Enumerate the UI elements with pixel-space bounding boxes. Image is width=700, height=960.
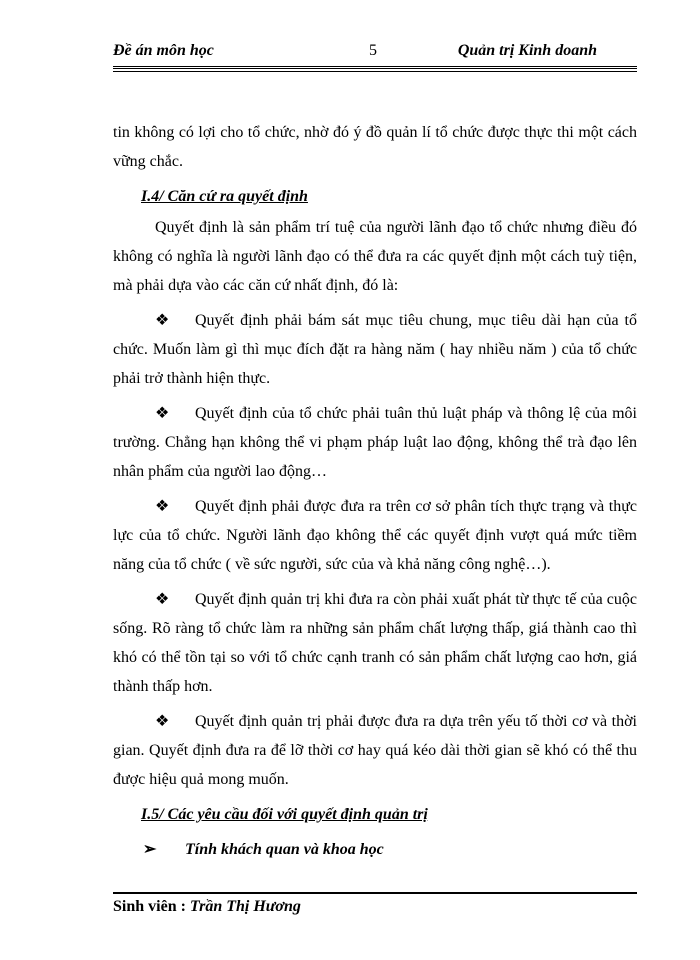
- page-header: [113, 42, 637, 64]
- diamond-bullet-icon: ❖: [155, 713, 170, 730]
- bullet-text: Quyết định quản trị khi đưa ra còn phải xuất phát từ thực tế của cuộc sống. Rõ ràng tổ chức làm ra những sản phẩm chất lượng thấp, giá thành cao thì khó có thể tồn tại so với tổ chức cạnh tranh có sản phẩm chất lượng cao hơn, giá thành thấp hơn.: [113, 591, 637, 695]
- bullet-item: [113, 585, 637, 701]
- student-label: Sinh viên :: [113, 898, 190, 915]
- page-number: 5: [369, 42, 377, 59]
- bullet-item: [113, 399, 637, 486]
- bullet-text: Quyết định phải bám sát mục tiêu chung, mục tiêu dài hạn của tổ chức. Muốn làm gì thì mục đích đặt ra hàng năm ( hay nhiều năm ) của tổ chức phải trở thành hiện thực.: [113, 312, 637, 387]
- arrow-bullet-icon: ➢: [143, 841, 157, 858]
- diamond-bullet-icon: ❖: [155, 591, 170, 608]
- bullet-item: [113, 707, 637, 794]
- sub-item-text: Tính khách quan và khoa học: [185, 841, 384, 858]
- diamond-bullet-icon: ❖: [155, 498, 170, 515]
- sub-item: [113, 835, 637, 864]
- bullet-text: Quyết định của tổ chức phải tuân thủ luật pháp và thông lệ của môi trường. Chẳng hạn không thể vi phạm pháp luật lao động, không thể trà đạo lên nhân phẩm của người lao động…: [113, 405, 637, 480]
- diamond-bullet-icon: ❖: [155, 405, 170, 422]
- bullet-text: Quyết định quản trị phải được đưa ra dựa trên yếu tố thời cơ và thời gian. Quyết định đưa ra để lỡ thời cơ hay quá kéo dài thời gian sẽ khó có thể thu được hiệu quả mong muốn.: [113, 713, 637, 788]
- bullet-item: [113, 492, 637, 579]
- student-name: Trần Thị Hương: [189, 898, 301, 915]
- section-heading: I.4/ Căn cứ ra quyết định: [141, 188, 308, 205]
- section-heading: I.5/ Các yêu cầu đối với quyết định quản trị: [141, 806, 428, 823]
- diamond-bullet-icon: ❖: [155, 312, 170, 329]
- course-title: Đề án môn học: [113, 42, 214, 59]
- subject-title: Quản trị Kinh doanh: [457, 42, 597, 59]
- header-rule: [113, 66, 637, 72]
- page-footer: [113, 898, 301, 916]
- paragraph: Quyết định là sản phẩm trí tuệ của người lãnh đạo tổ chức nhưng điều đó không có nghĩa là người lãnh đạo có thể đưa ra các quyết định một cách tuỳ tiện, mà phải dựa vào các căn cứ nhất định, đó là:: [113, 219, 637, 294]
- page-content: [113, 118, 637, 864]
- bullet-text: Quyết định phải được đưa ra trên cơ sở phân tích thực trạng và thực lực của tổ chức. Người lãnh đạo không thể các quyết định vượt quá mức tiềm năng của tổ chức ( về sức người, sức của và khả năng công nghệ…).: [113, 498, 637, 573]
- paragraph: tin không có lợi cho tổ chức, nhờ đó ý đồ quản lí tổ chức được thực thi một cách vững chắc.: [113, 124, 637, 170]
- bullet-item: [113, 306, 637, 393]
- footer-rule: [113, 892, 637, 894]
